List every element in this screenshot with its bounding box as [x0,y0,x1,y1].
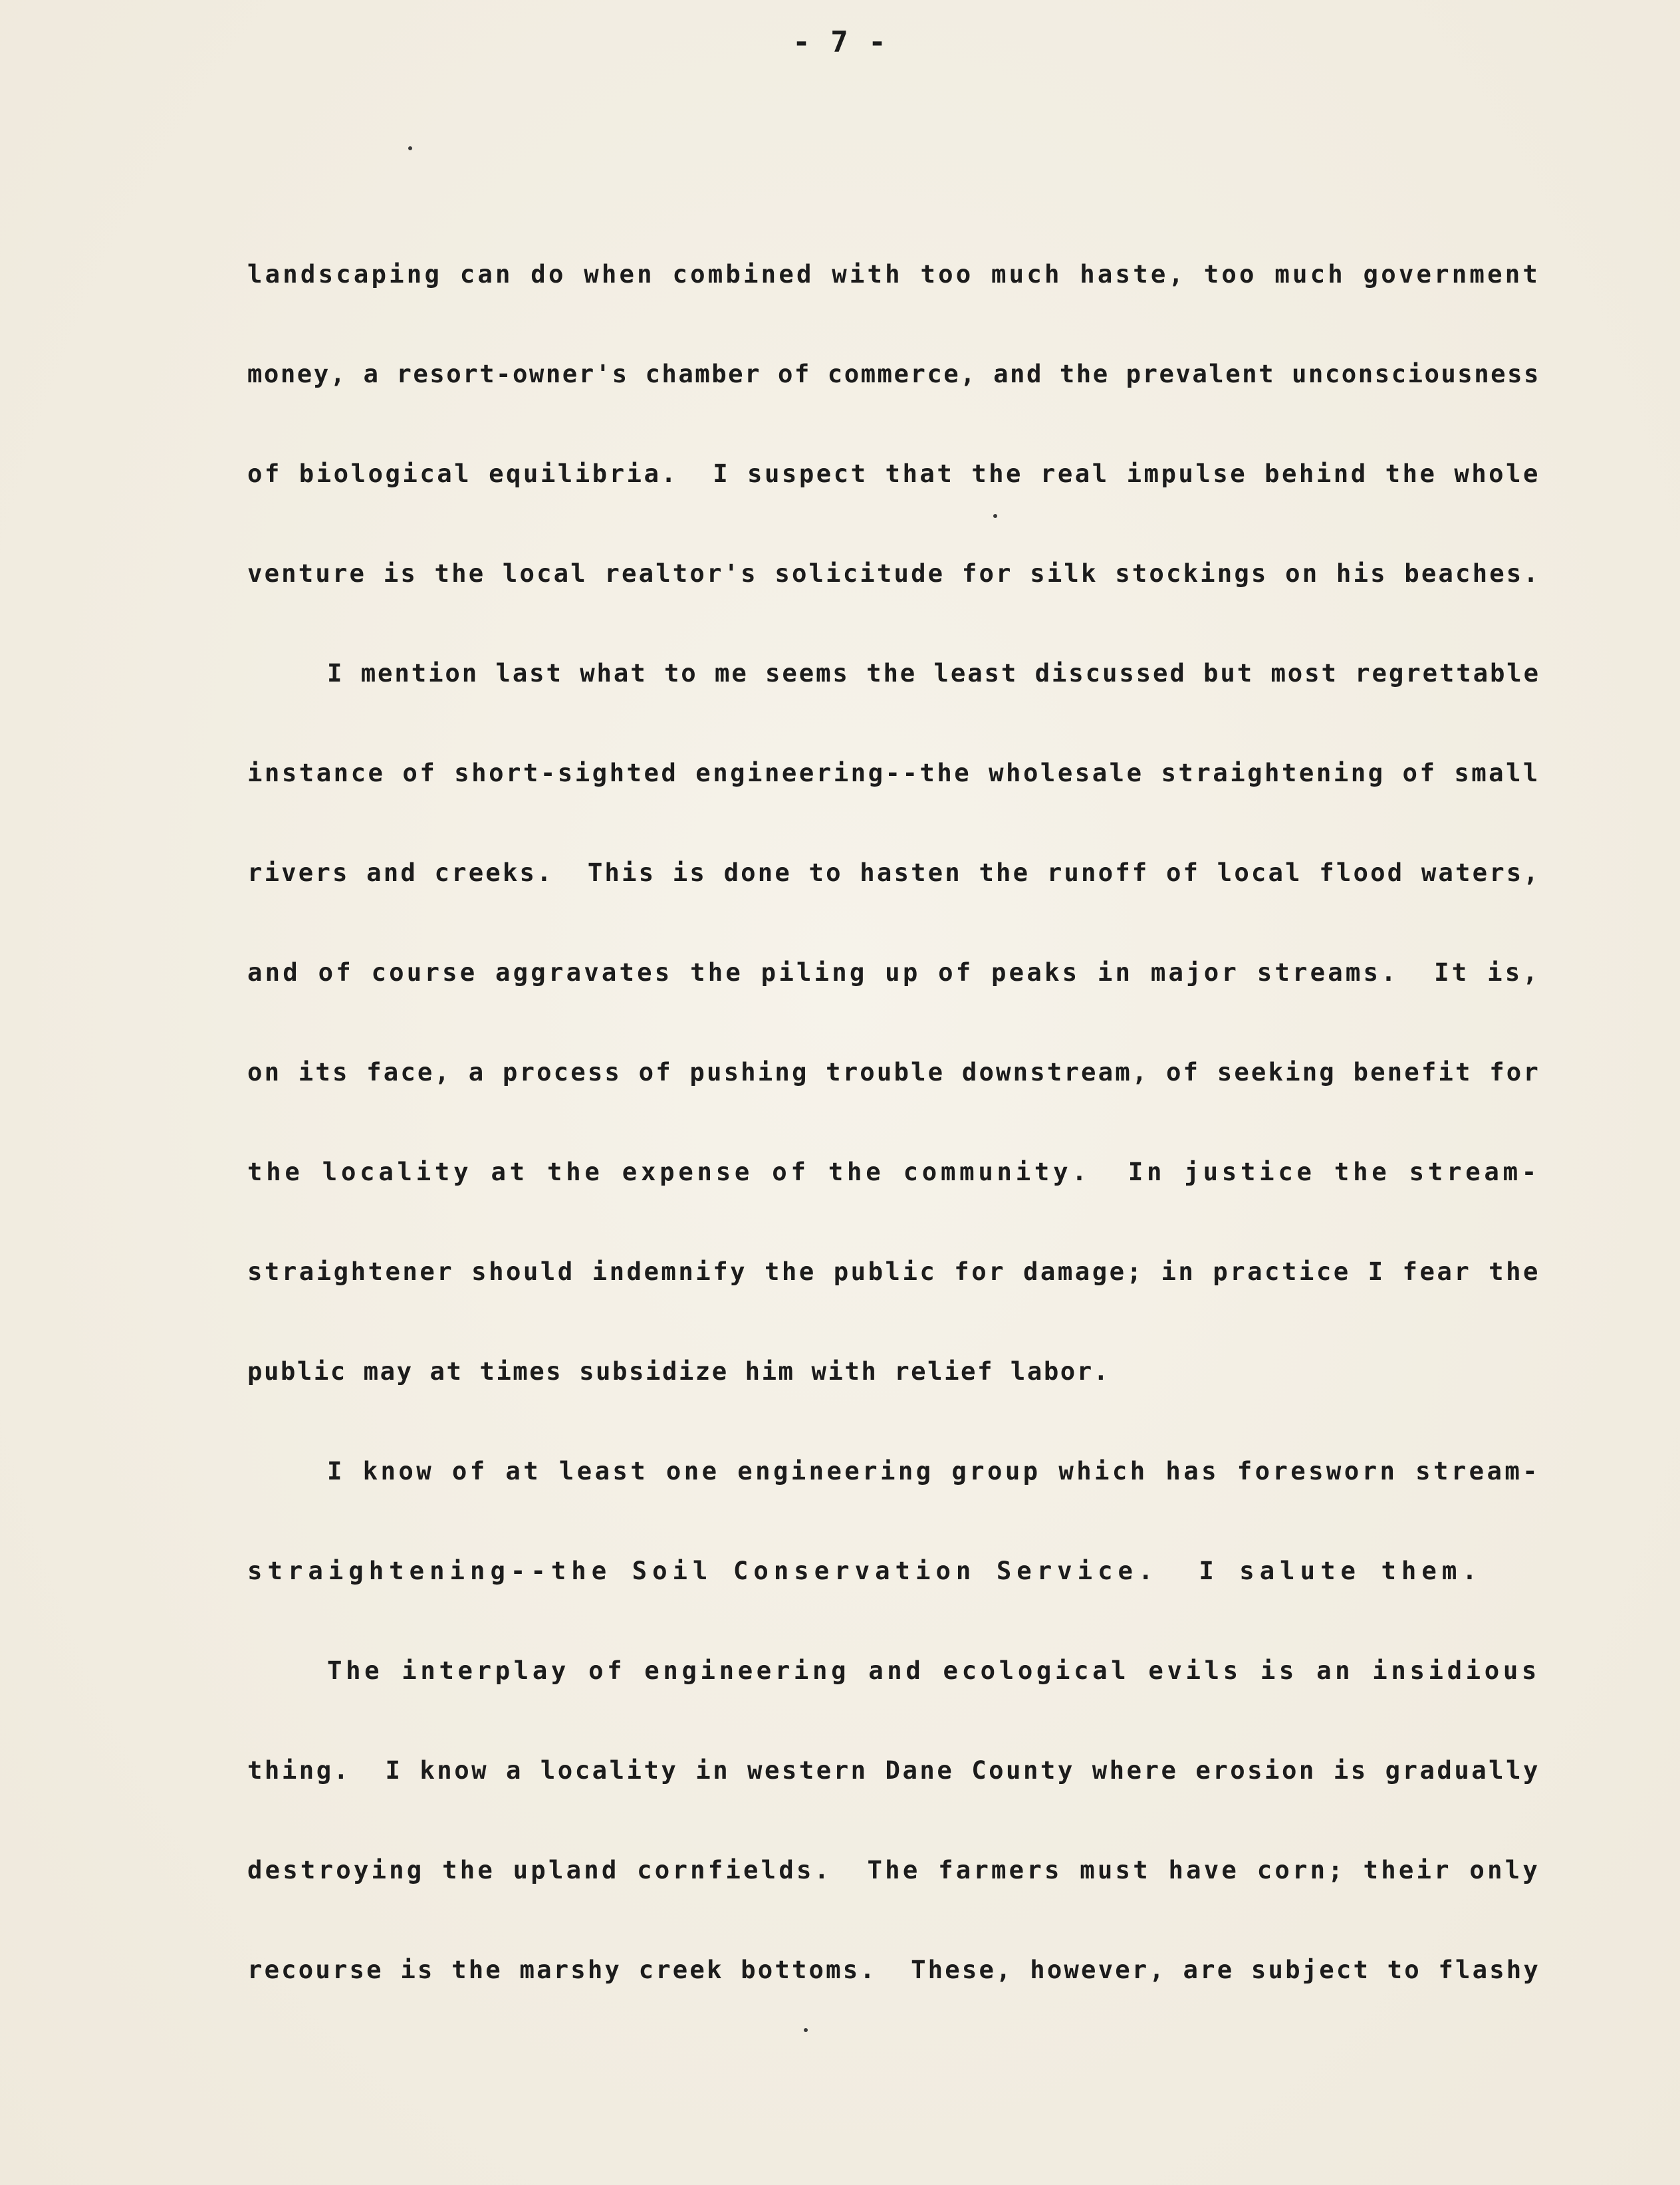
text-line-13: I know of at least one engineering group which has foresworn stream- [327,1456,1540,1485]
page-number: - 7 - [792,25,888,59]
paper-speck [408,146,412,150]
text-line-17: destroying the upland cornfields. The farmers must have corn; their only [247,1855,1540,1884]
text-line-9: on its face, a process of pushing trouble downstream, of seeking benefit for [247,1057,1540,1087]
text-line-1: landscaping can do when combined with too much haste, too much government [247,259,1540,289]
paper-speck [804,2028,808,2032]
text-line-11: straightener should indemnify the public for damage; in practice I fear the [247,1257,1540,1286]
text-line-14: straightening--the Soil Conservation Service. I salute them. [247,1556,1483,1585]
text-line-7: rivers and creeks. This is done to hasten the runoff of local flood waters, [247,858,1540,887]
text-line-4: venture is the local realtor's solicitude for silk stockings on his beaches. [247,559,1540,588]
text-line-16: thing. I know a locality in western Dane County where erosion is gradually [247,1755,1540,1785]
text-line-8: and of course aggravates the piling up of peaks in major streams. It is, [247,958,1540,987]
text-line-12: public may at times subsidize him with relief labor. [247,1356,1110,1386]
paper-speck [993,514,997,518]
text-line-3: of biological equilibria. I suspect that the real impulse behind the whole [247,459,1540,488]
text-line-18: recourse is the marshy creek bottoms. These, however, are subject to flashy [247,1955,1540,1984]
text-line-2: money, a resort-owner's chamber of commerce, and the prevalent unconsciousness [247,359,1540,388]
text-line-10: the locality at the expense of the community. In justice the stream- [247,1157,1540,1186]
text-line-5: I mention last what to me seems the least discussed but most regrettable [327,658,1540,688]
text-line-15: The interplay of engineering and ecological evils is an insidious [327,1656,1540,1685]
text-line-6: instance of short-sighted engineering--the wholesale straightening of small [247,758,1540,787]
